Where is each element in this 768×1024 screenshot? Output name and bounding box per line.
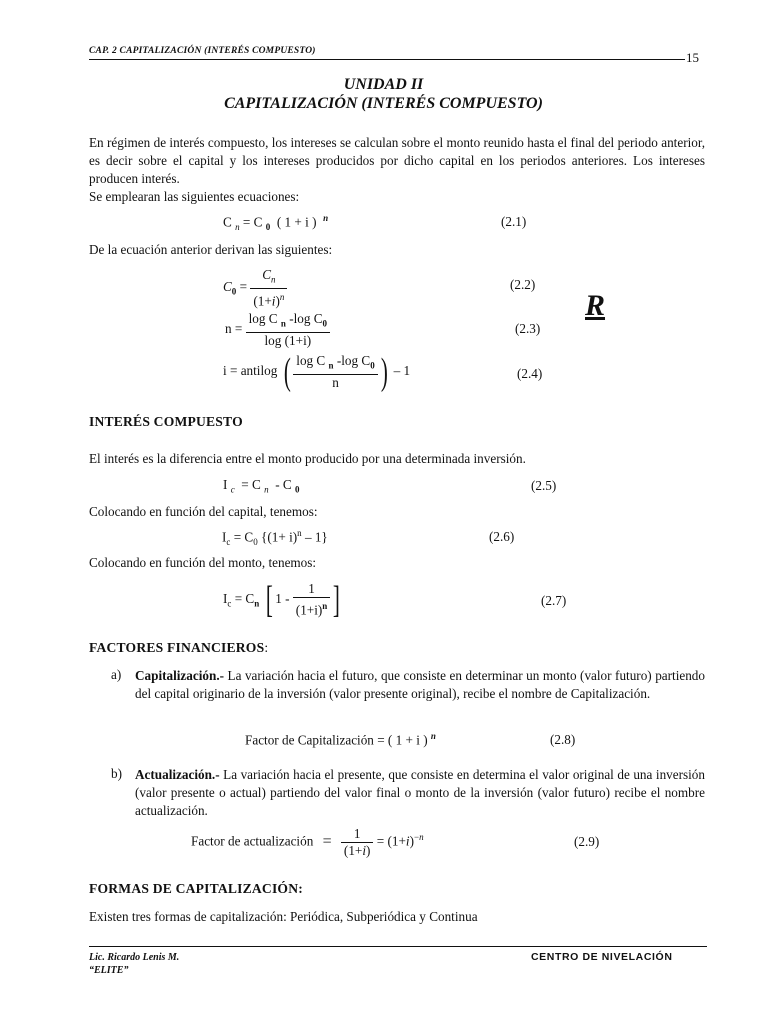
equation-2-3: n = $\frac{\log C _n -\log C_0}{\log (1+i)}$: [225, 311, 330, 349]
equation-2-4: i = antilog ( $\frac{\log C _n -\log C_0}{n}$ ) – 1: [223, 351, 411, 393]
equations-intro: Se emplearan las siguientes ecuaciones:: [89, 189, 300, 204]
footer-rule: [89, 946, 707, 947]
logo-mark: R: [585, 289, 606, 322]
capitalizacion-paragraph: Capitalización.- La variación hacia el futuro, que consiste en determinar un monto (valor futuro) partiendo del capital originario de la inversión (valor presente original), recibe el nombre de Capitalización.: [135, 668, 705, 701]
equation-2-5: I $_c$ = C $_n$ - C $_0$: [223, 477, 300, 495]
derived-intro: De la ecuación anterior derivan las siguientes:: [89, 242, 333, 257]
equation-2-1: C $_n$ = C $_0$ ( 1 + i ) $^n$: [223, 213, 329, 233]
section-heading-factores: FACTORES FINANCIEROS:: [89, 640, 269, 655]
formas-text: Existen tres formas de capitalización: Periódica, Subperiódica y Continua: [89, 909, 478, 924]
footer-center: CENTRO DE NIVELACIÓN: [531, 951, 673, 963]
interes-definition: El interés es la diferencia entre el monto producido por una determinada inversión.: [89, 451, 526, 466]
equation-2-8: Factor de Capitalización = ( 1 + i ) $^n$: [245, 731, 436, 748]
equation-2-7: $I_c = C_n$ [ 1 - $\frac{1}{(1+i)^n}$ ]: [223, 579, 341, 621]
capital-intro: Colocando en función del capital, tenemos:: [89, 504, 318, 519]
header-rule: [89, 59, 685, 60]
equation-number-2-7: (2.7): [541, 593, 567, 608]
equation-number-2-6: (2.6): [489, 529, 515, 544]
monto-intro: Colocando en función del monto, tenemos:: [89, 555, 317, 570]
list-label-a: a): [111, 667, 122, 682]
footer-author: Lic. Ricardo Lenis M. “ELITE”: [89, 952, 180, 976]
equation-number-2-2: (2.2): [510, 277, 536, 292]
section-heading-formas: FORMAS DE CAPITALIZACIÓN:: [89, 881, 303, 896]
equation-number-2-9: (2.9): [574, 834, 600, 849]
equation-number-2-8: (2.8): [550, 732, 576, 747]
unit-title: UNIDAD II: [343, 76, 424, 93]
equation-number-2-1: (2.1): [501, 214, 527, 229]
running-header: CAP. 2 CAPITALIZACIÓN (INTERÉS COMPUESTO): [89, 46, 316, 56]
equation-number-2-3: (2.3): [515, 321, 541, 336]
equation-2-9: Factor de actualización = $\frac{1}{(1+i)}$ = $(1+i)^{-n}$: [191, 826, 424, 858]
actualizacion-paragraph: Actualización.- La variación hacia el presente, que consiste en determina el valor original de una inversión (valor presente o actual) partiendo del valor final o monto de la inversión (valor futuro) recibe el nombre actualización.: [135, 767, 705, 818]
equation-number-2-4: (2.4): [517, 366, 543, 381]
list-label-b: b): [111, 766, 122, 781]
equation-2-2: $C_0$ = $\frac{C_n}{(1+i)^n}$: [223, 267, 287, 309]
equation-2-6: $I_c = C_0$ $\{(1+ i)^n - 1\}$: [222, 528, 328, 548]
intro-paragraph: En régimen de interés compuesto, los intereses se calculan sobre el monto reunido hasta el final del periodo anterior, es decir sobre el capital y los intereses producidos por dicho capital en los periodos anteriores. Los intereses producen interés.: [89, 135, 705, 186]
equation-number-2-5: (2.5): [531, 478, 557, 493]
chapter-title: CAPITALIZACIÓN (INTERÉS COMPUESTO): [224, 95, 543, 112]
page-number: 15: [686, 50, 699, 65]
section-heading-interes: INTERÉS COMPUESTO: [89, 414, 243, 429]
